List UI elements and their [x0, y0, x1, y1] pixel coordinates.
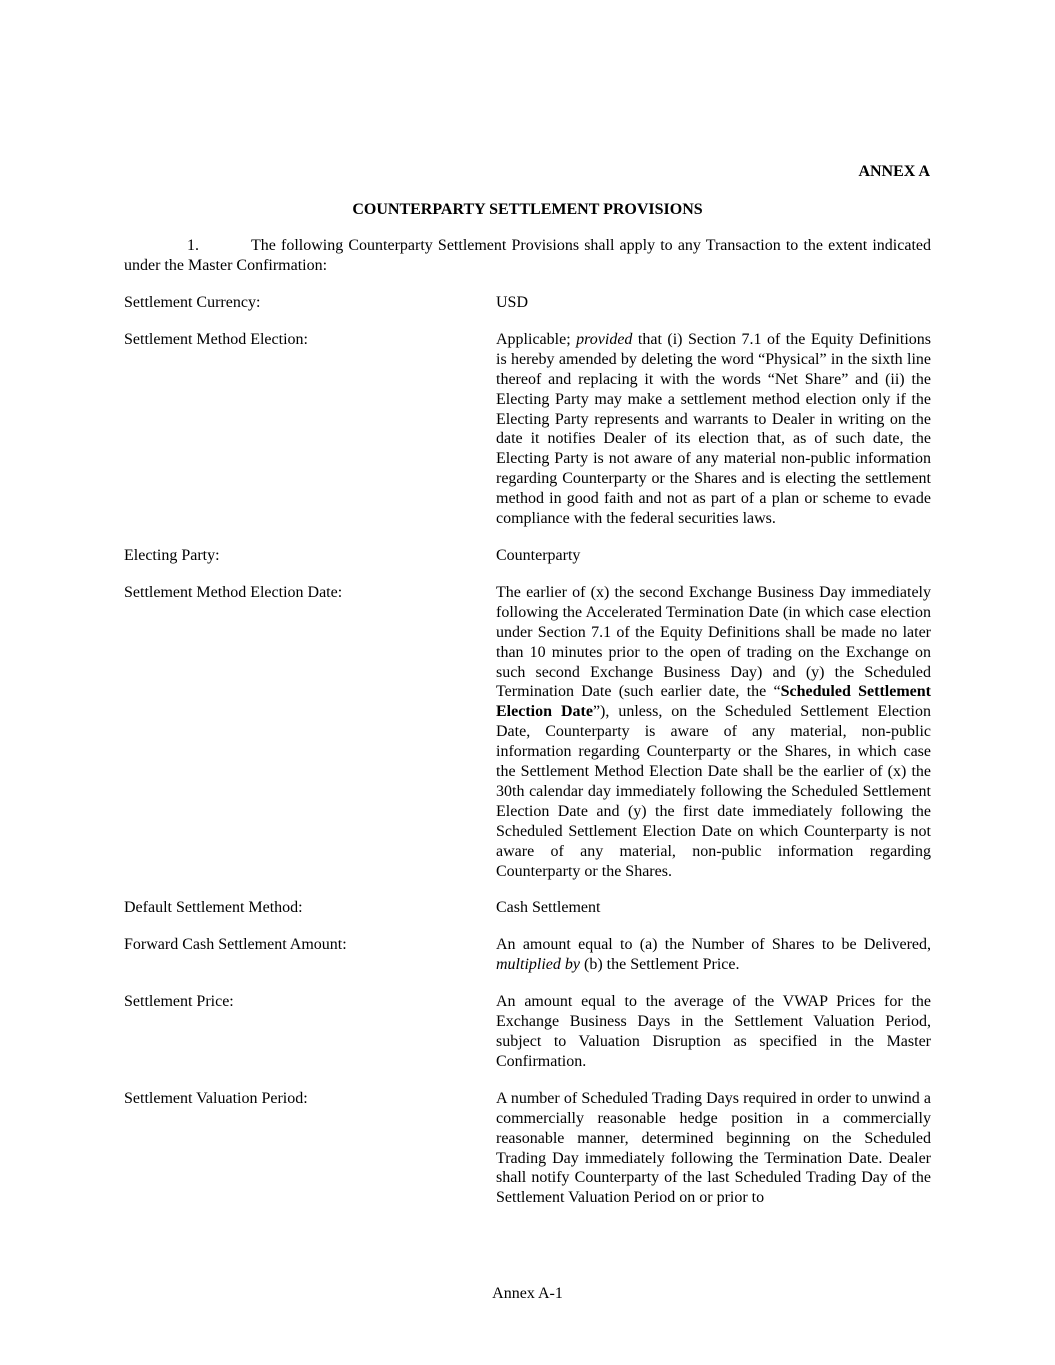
term-value-part: that (i) Section 7.1 of the Equity Definitions is hereby amended by deleting the word “Physical” in the sixth line thereof and replacing it with the words “Net Share” and (ii) the Electing Party may make a settlement method election only if the Electing Party represents and warrants to Dealer in writing on the date it notifies Dealer of its election that, as of such date, the Electing Party is not aware of any material non-public information regarding Counterparty or the Shares and is electing the settlement method in good faith and not as part of a plan or scheme to evade compliance with the federal securities laws.: [496, 330, 931, 528]
term-value-italic: multiplied by: [496, 956, 580, 974]
term-value: A number of Scheduled Trading Days required in order to unwind a commercially reasonable hedge position in a commercially reasonable manner, determined beginning on the Scheduled Trading Day immediately following the Termination Date. Dealer shall notify Counterparty of the last Scheduled Trading Day of the Settlement Valuation Period on or prior to: [496, 1089, 931, 1207]
paragraph-number: 1.: [187, 237, 199, 254]
term-value-part: ”), unless, on the Scheduled Settlement Election Date, Counterparty is aware of any material, non-public information regarding Counterparty or the Shares, in which case the Settlement Method Election Date shall be the earlier of (x) the 30th calendar day immediately following the Scheduled Settlement Election Date and (y) the first date immediately following the Scheduled Settlement Election Date on which Counterparty is not aware of any material, non-public information regarding Counterparty or the Shares.: [496, 703, 931, 880]
term-settlement-valuation-period: [124, 1089, 931, 1208]
term-value-part: The earlier of (x) the second Exchange Business Day immediately following the Accelerated Termination Date (in which case election under Section 7.1 of the Equity Definitions shall be made no later than 10 minutes prior to the open of trading on the Exchange on such second Exchange Business Day) and (y) the Scheduled Termination Date (such earlier date, the “: [496, 583, 931, 701]
term-value: Cash Settlement: [496, 899, 601, 917]
term-value: [496, 330, 931, 529]
term-value: Counterparty: [496, 546, 581, 564]
defined-term: Scheduled Settlement Election Date: [496, 683, 931, 721]
intro-text: The following Counterparty Settlement Provisions shall apply to any Transaction to the extent indicated under the Master Confirmation:: [124, 237, 931, 274]
term-value-italic: provided: [576, 330, 633, 348]
term-settlement-method-election: [124, 330, 931, 529]
section-heading: COUNTERPARTY SETTLEMENT PROVISIONS: [352, 201, 703, 218]
term-electing-party: [124, 546, 931, 566]
intro-paragraph: [124, 236, 931, 276]
term-value: USD: [496, 294, 529, 311]
terms-list: [124, 293, 931, 1225]
term-settlement-price: [124, 992, 931, 1072]
term-label: Settlement Currency:: [124, 294, 261, 311]
term-settlement-currency: [124, 293, 931, 313]
term-value-part: Applicable;: [496, 330, 577, 348]
annex-label: ANNEX A: [858, 163, 930, 180]
term-value: [496, 935, 931, 975]
term-value-part: An amount equal to (a) the Number of Shares to be Delivered,: [496, 936, 931, 954]
term-label: Settlement Method Election:: [124, 330, 308, 348]
term-value: [496, 583, 931, 882]
term-label: Settlement Method Election Date:: [124, 583, 343, 601]
term-settlement-method-election-date: [124, 583, 931, 882]
term-label: Settlement Valuation Period:: [124, 1089, 308, 1107]
term-default-settlement-method: [124, 898, 931, 918]
term-label: Forward Cash Settlement Amount:: [124, 936, 347, 954]
term-label: Settlement Price:: [124, 993, 234, 1011]
page-footer: Annex A-1: [492, 1285, 563, 1302]
term-value-part: (b) the Settlement Price.: [579, 956, 740, 974]
term-label: Default Settlement Method:: [124, 899, 303, 917]
term-value: An amount equal to the average of the VWAP Prices for the Exchange Business Days in the Settlement Valuation Period, subject to Valuation Disruption as specified in the Master Confirmation.: [496, 993, 931, 1070]
term-label: Electing Party:: [124, 546, 220, 564]
term-forward-cash-settlement-amount: [124, 935, 931, 975]
